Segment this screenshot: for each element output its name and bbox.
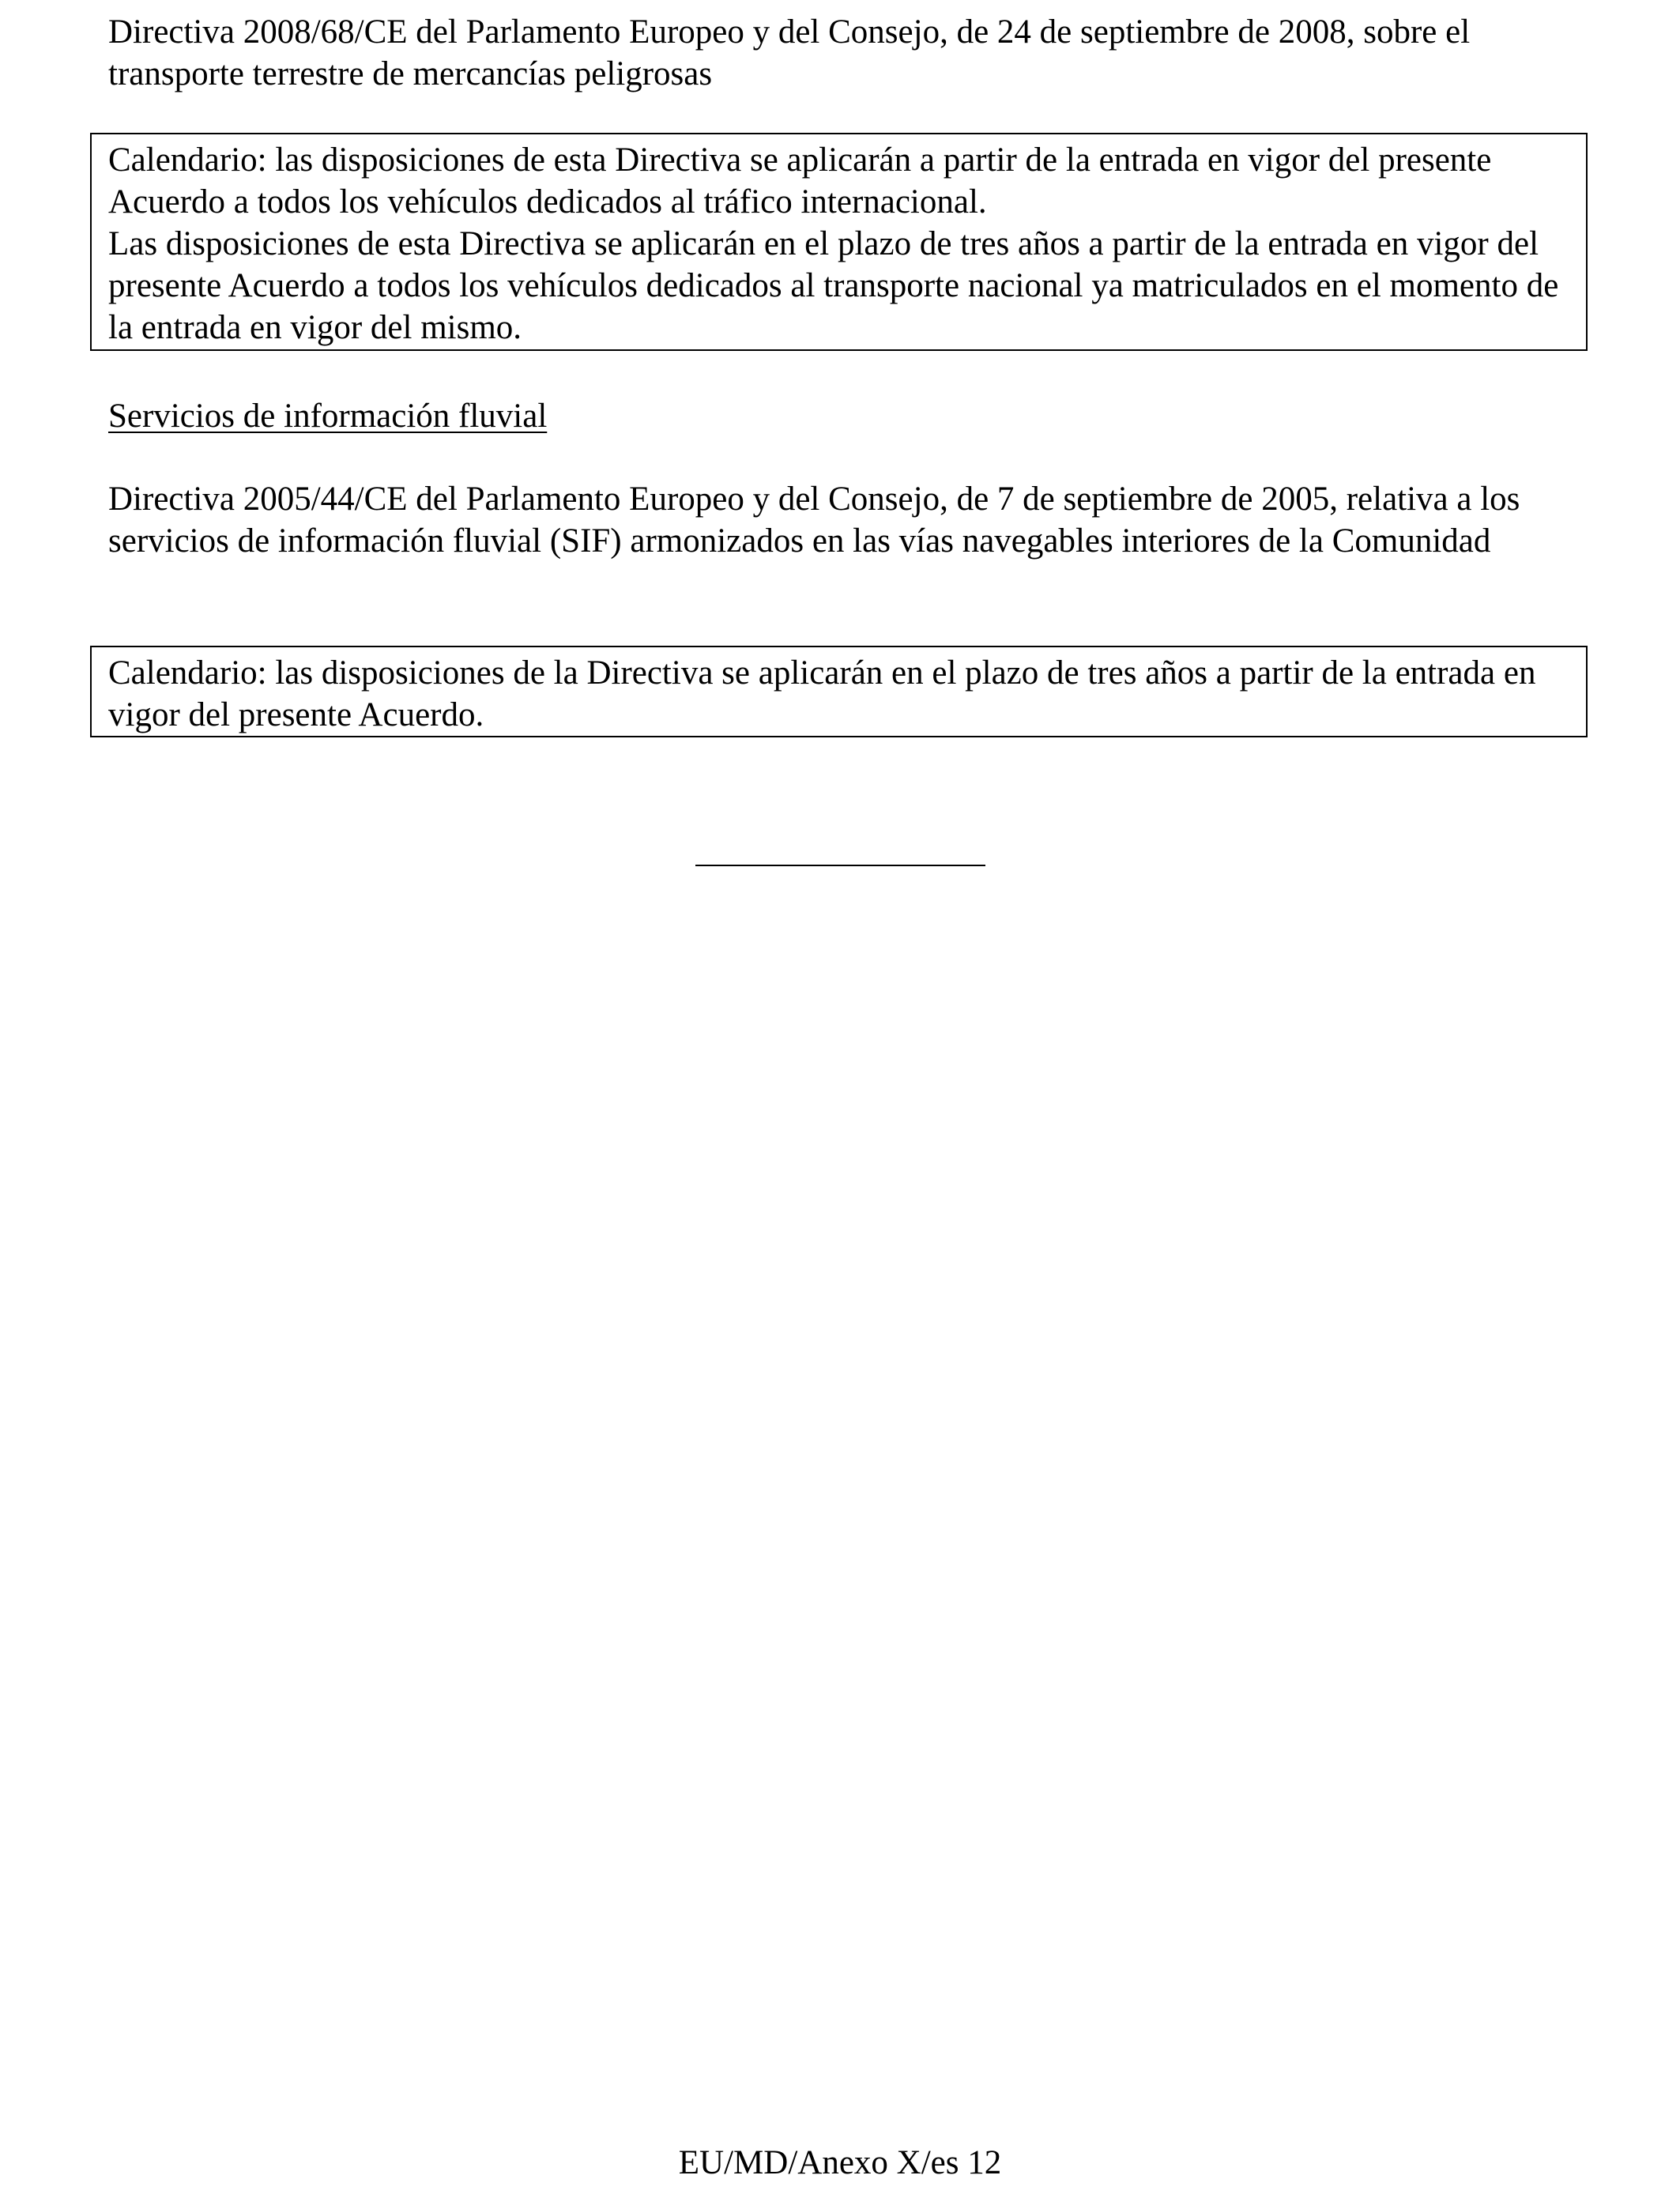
calendar-paragraph-national: Las disposiciones de esta Directiva se aplicarán en el plazo de tres años a partir de la entrada en vigor del presente Acuerdo a todos los vehículos dedicados al transporte nacional ya matriculados en el momento de la entrada en vigor del mismo. bbox=[108, 225, 1559, 346]
directive-2008-68-title: Directiva 2008/68/CE del Parlamento Europeo y del Consejo, de 24 de septiembre de 2008, sobre el transporte terrestre de mercancías peligrosas bbox=[108, 13, 1471, 92]
calendar-box-directive-2005-44 bbox=[90, 646, 1588, 737]
calendar-paragraph-international: Calendario: las disposiciones de esta Directiva se aplicarán a partir de la entrada en vigor del presente Acuerdo a todos los vehículos dedicados al tráfico internacional. bbox=[108, 141, 1492, 221]
directive-2005-44-title: Directiva 2005/44/CE del Parlamento Europeo y del Consejo, de 7 de septiembre de 2005, relativa a los servicios de información fluvial (SIF) armonizados en las vías navegables interiores de la Comunidad bbox=[108, 481, 1520, 560]
page-footer-reference: EU/MD/Anexo X/es 12 bbox=[678, 2144, 1002, 2181]
calendar-paragraph-sif: Calendario: las disposiciones de la Directiva se aplicarán en el plazo de tres años a partir de la entrada en vigor del presente Acuerdo. bbox=[108, 654, 1536, 733]
end-separator-line bbox=[695, 865, 985, 866]
section-heading-fluvial: Servicios de información fluvial bbox=[108, 398, 548, 435]
calendar-box-directive-2008-68 bbox=[90, 133, 1588, 351]
